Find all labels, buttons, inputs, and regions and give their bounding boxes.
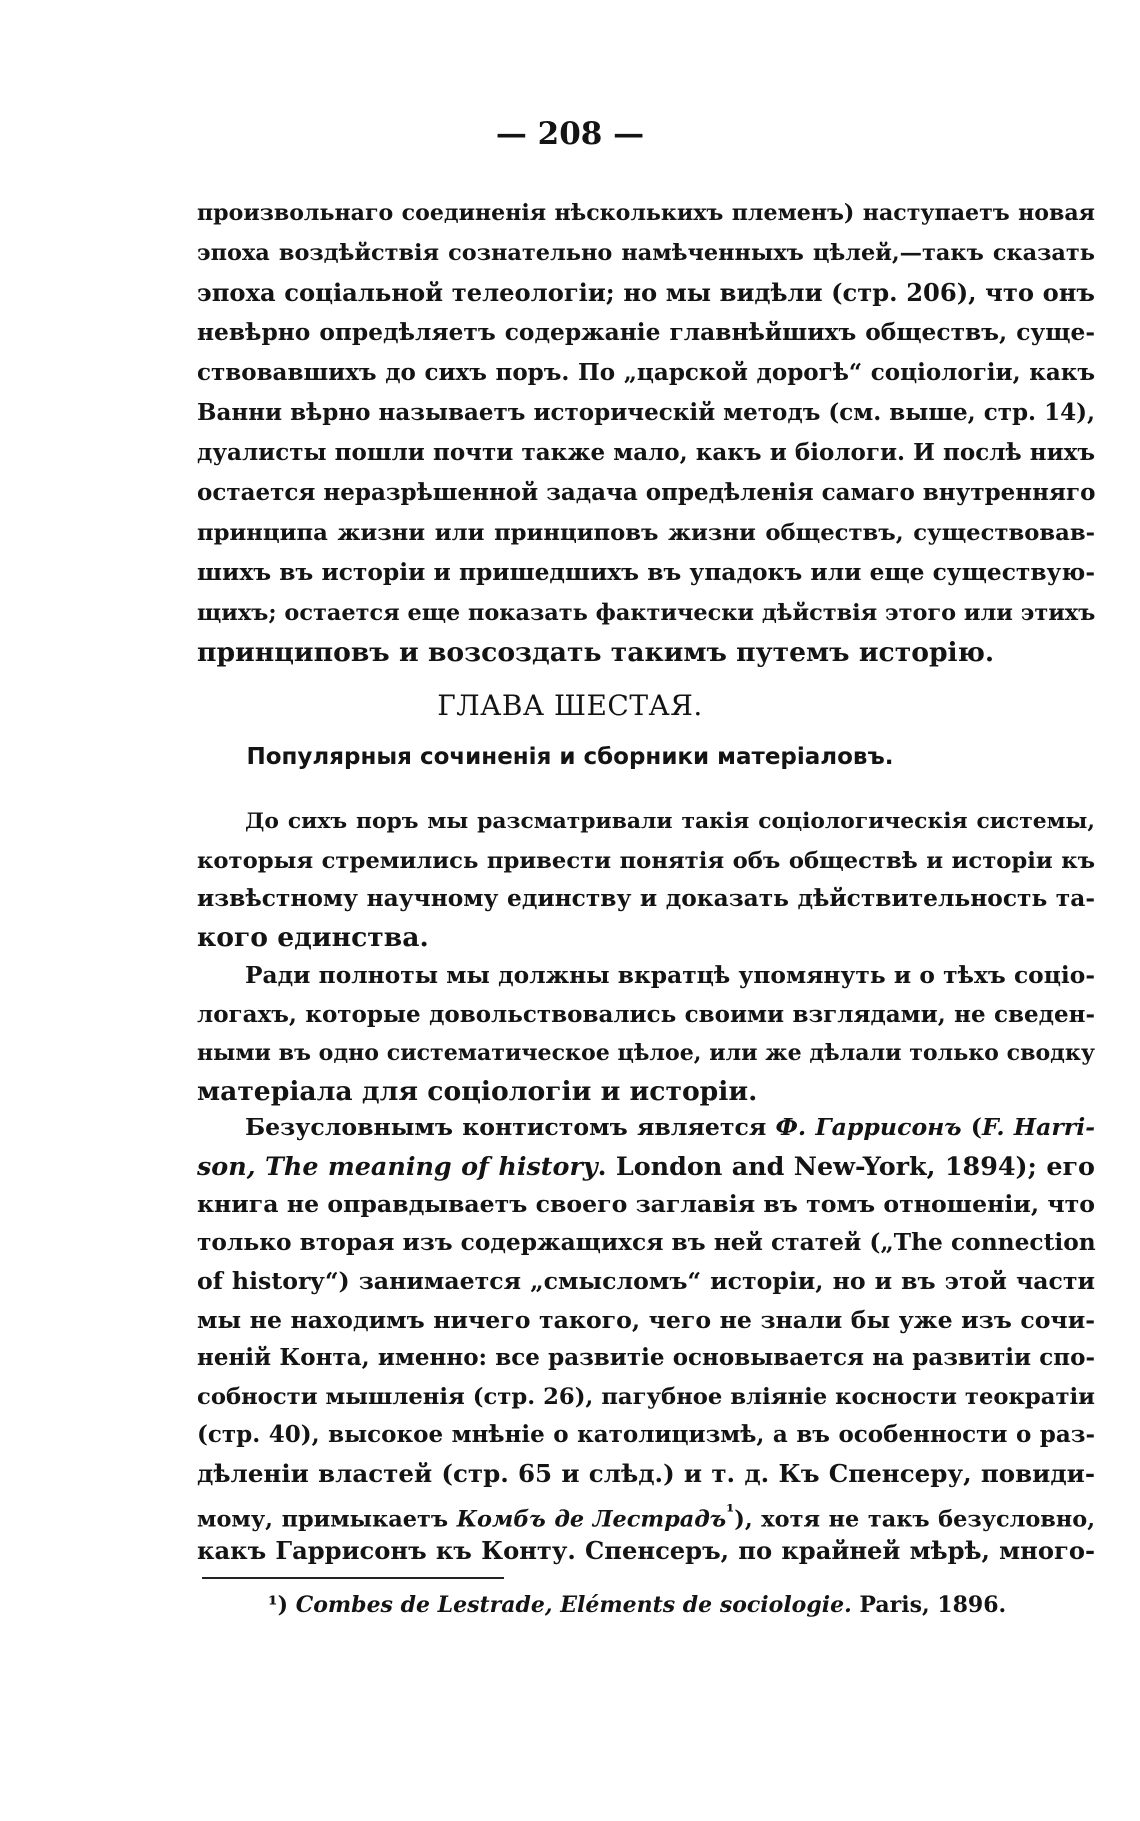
- book-title: son, The meaning of history: [197, 1150, 598, 1181]
- footnote-title: Combes de Lestrade, Eléments de sociologie.: [295, 1592, 852, 1618]
- text-run: мому, примыкаетъ: [197, 1506, 457, 1533]
- footnote-rest: Paris, 1896.: [851, 1592, 1007, 1618]
- text-line: До сихъ поръ мы разсматривали такія соціологическія системы,: [245, 809, 1095, 834]
- text-line: неній Конта, именно: все развитіе основывается на развитіи спо-: [197, 1344, 1095, 1371]
- text-line: ствовавшихъ до сихъ поръ. По „царской дорогѣ“ соціологіи, какъ: [197, 359, 1095, 386]
- paragraph-continuation: [197, 193, 1095, 673]
- author-name-ru: Комбъ де Лестрадъ: [456, 1506, 727, 1533]
- text-run: Безусловнымъ контистомъ является: [245, 1113, 776, 1141]
- author-name-en: F. Harri-: [981, 1113, 1095, 1141]
- chapter-heading: ГЛАВА ШЕСТАЯ.: [437, 689, 703, 722]
- text-line: принципа жизни или принциповъ жизни обществъ, существовав-: [197, 520, 1095, 546]
- text-line: Ванни вѣрно называетъ историческій методъ (см. выше, стр. 14),: [197, 399, 1095, 426]
- text-line: логахъ, которые довольствовались своими взглядами, не сведен-: [197, 1000, 1095, 1028]
- text-line: эпоха соціальной телеологіи; но мы видѣли (стр. 206), что онъ: [197, 278, 1095, 307]
- footnote: [268, 1592, 1006, 1618]
- text-line: собности мышленія (стр. 26), пагубное вліяніе косности теократіи: [197, 1383, 1095, 1410]
- text-line: шихъ въ исторіи и пришедшихъ въ упадокъ или еще существую-: [197, 559, 1095, 586]
- text-run: (: [961, 1113, 982, 1141]
- text-line: книга не оправдываетъ своего заглавія въ томъ отношеніи, что: [197, 1190, 1095, 1218]
- paragraph: [197, 957, 1095, 1111]
- text-line: щихъ; остается еще показать фактически дѣйствія этого или этихъ: [197, 600, 1096, 626]
- text-line: мы не находимъ ничего такого, чего не знали бы уже изъ сочи-: [197, 1305, 1095, 1334]
- footnote-divider: [202, 1577, 504, 1579]
- footnote-reference: ¹: [726, 1501, 735, 1523]
- text-line: которыя стремились привести понятія объ обществѣ и исторіи къ: [197, 847, 1095, 874]
- text-run: ), хотя не такъ безусловно,: [734, 1506, 1095, 1533]
- text-line: [197, 1108, 1095, 1147]
- paragraph: [197, 803, 1095, 957]
- text-line: только вторая изъ содержащихся въ ней статей („The connection: [197, 1228, 1096, 1256]
- text-line: принциповъ и возсоздать такимъ путемъ исторію.: [197, 637, 995, 668]
- text-line: (стр. 40), высокое мнѣніе о католицизмѣ, а въ особенности о раз-: [197, 1421, 1095, 1448]
- page-number: — 208 —: [495, 116, 645, 152]
- text-line: извѣстному научному единству и доказать дѣйствительность та-: [197, 885, 1095, 912]
- paragraph: [197, 1108, 1095, 1570]
- text-line: дѣленіи властей (стр. 65 и слѣд.) и т. д. Къ Спенсеру, повиди-: [197, 1458, 1095, 1488]
- text-line: эпоха воздѣйствія сознательно намѣченныхъ цѣлей,—такъ сказать: [197, 240, 1095, 266]
- text-line: [197, 1147, 1095, 1186]
- text-line: Ради полноты мы должны вкратцѣ упомянуть и о тѣхъ соціо-: [245, 962, 1095, 989]
- text-run: . London and New-York, 1894); его: [597, 1150, 1095, 1181]
- text-line: матеріала для соціологіи и исторіи.: [197, 1075, 758, 1107]
- text-line: кого единства.: [197, 921, 429, 953]
- text-line: какъ Гаррисонъ къ Конту. Спенсеръ, по крайней мѣрѣ, много-: [197, 1535, 1095, 1565]
- text-line: of history“) занимается „смысломъ“ исторіи, но и въ этой части: [197, 1267, 1095, 1295]
- chapter-subtitle: Популярныя сочиненія и сборники матеріаловъ.: [246, 744, 894, 770]
- text-line: остается неразрѣшенной задача опредѣленія самаго внутренняго: [197, 479, 1096, 506]
- text-line: невѣрно опредѣляетъ содержаніе главнѣйшихъ обществъ, суще-: [197, 319, 1095, 346]
- text-line: ными въ одно систематическое цѣлое, или же дѣлали только сводку: [197, 1040, 1095, 1066]
- text-line: [197, 1493, 1095, 1532]
- text-line: произвольнаго соединенія нѣсколькихъ племенъ) наступаетъ новая: [197, 200, 1095, 226]
- footnote-marker: ¹): [268, 1592, 289, 1618]
- author-name-ru: Ф. Гаррисонъ: [775, 1113, 962, 1141]
- text-line: дуалисты пошли почти также мало, какъ и біологи. И послѣ нихъ: [197, 439, 1095, 466]
